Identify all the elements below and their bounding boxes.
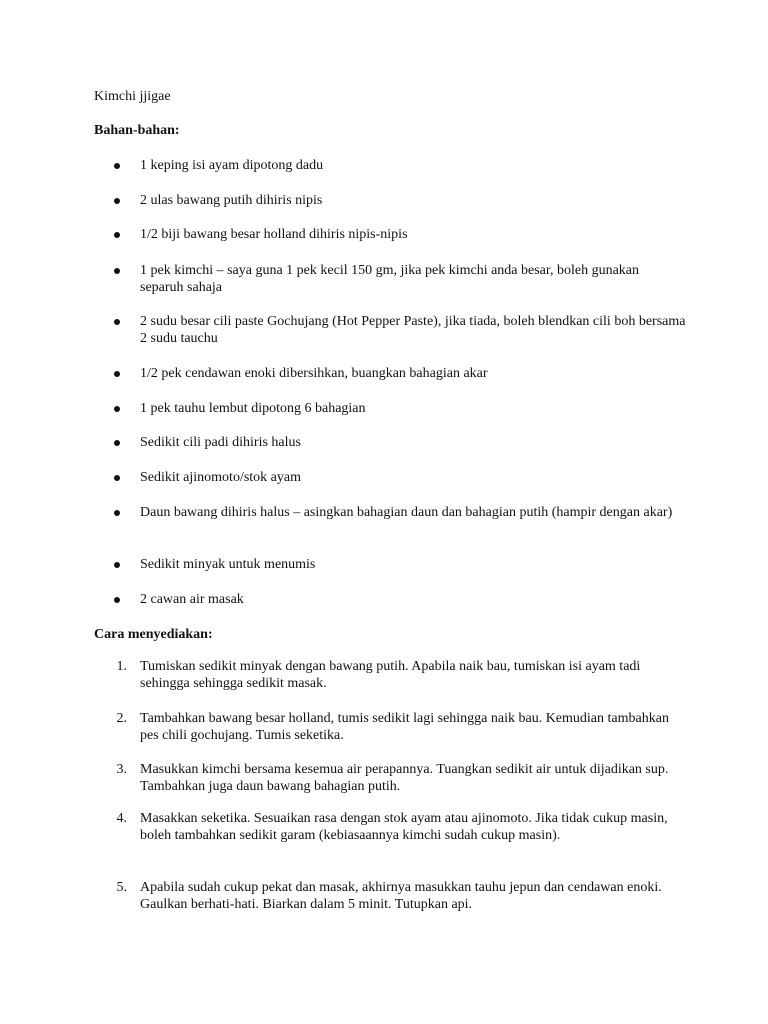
bullet-icon	[114, 198, 120, 204]
ingredient-text: 2 cawan air masak	[140, 592, 244, 607]
bullet-icon	[114, 510, 120, 516]
ingredient-text: 1/2 biji bawang besar holland dihiris nipis-nipis	[140, 227, 408, 242]
bullet-icon	[114, 475, 120, 481]
step-number: 3.	[116, 762, 127, 777]
step-text: Tumiskan sedikit minyak dengan bawang putih. Apabila naik bau, tumiskan isi ayam tadi sehingga sehingga sedikit masak.	[140, 659, 641, 691]
ingredient-text: Sedikit cili padi dihiris halus	[140, 435, 301, 450]
step-number: 5.	[116, 880, 127, 895]
ingredient-text: 1/2 pek cendawan enoki dibersihkan, buangkan bahagian akar	[140, 366, 488, 381]
bullet-icon	[114, 268, 120, 274]
step-text: Masakkan seketika. Sesuaikan rasa dengan stok ayam atau ajinomoto. Jika tidak cukup masin, boleh tambahkan sedikit garam (kebiasaannya kimchi sudah cukup masin).	[140, 811, 668, 843]
ingredient-text: 1 pek tauhu lembut dipotong 6 bahagian	[140, 401, 366, 416]
recipe-title: Kimchi jjigae	[94, 89, 171, 104]
ingredient-text: 2 ulas bawang putih dihiris nipis	[140, 193, 323, 208]
steps-heading: Cara menyediakan:	[94, 627, 213, 642]
bullet-icon	[114, 232, 120, 238]
ingredient-text: 1 pek kimchi – saya guna 1 pek kecil 150 gm, jika pek kimchi anda besar, boleh gunakan separuh sahaja	[140, 263, 640, 295]
step-number: 2.	[116, 711, 127, 726]
bullet-icon	[114, 406, 120, 412]
bullet-icon	[114, 440, 120, 446]
ingredient-text: 2 sudu besar cili paste Gochujang (Hot Pepper Paste), jika tiada, boleh blendkan cili boh bersama 2 sudu tauchu	[140, 314, 686, 346]
step-text: Apabila sudah cukup pekat dan masak, akhirnya masukkan tauhu jepun dan cendawan enoki. Gaulkan berhati-hati. Biarkan dalam 5 minit. Tutupkan api.	[140, 880, 662, 912]
bullet-icon	[114, 371, 120, 377]
bullet-icon	[114, 163, 120, 169]
step-text: Tambahkan bawang besar holland, tumis sedikit lagi sehingga naik bau. Kemudian tambahkan pes chili gochujang. Tumis seketika.	[140, 711, 669, 743]
ingredient-text: Daun bawang dihiris halus – asingkan bahagian daun dan bahagian putih (hampir dengan akar)	[140, 505, 673, 520]
ingredients-heading: Bahan-bahan:	[94, 123, 180, 138]
step-number: 1.	[116, 659, 127, 674]
ingredient-text: Sedikit minyak untuk menumis	[140, 557, 316, 572]
bullet-icon	[114, 319, 120, 325]
step-text: Masukkan kimchi bersama kesemua air perapannya. Tuangkan sedikit air untuk dijadikan sup. Tambahkan juga daun bawang bahagian putih.	[140, 762, 669, 794]
bullet-icon	[114, 562, 120, 568]
ingredient-text: Sedikit ajinomoto/stok ayam	[140, 470, 301, 485]
step-number: 4.	[116, 811, 127, 826]
ingredient-text: 1 keping isi ayam dipotong dadu	[140, 158, 324, 173]
bullet-icon	[114, 597, 120, 603]
